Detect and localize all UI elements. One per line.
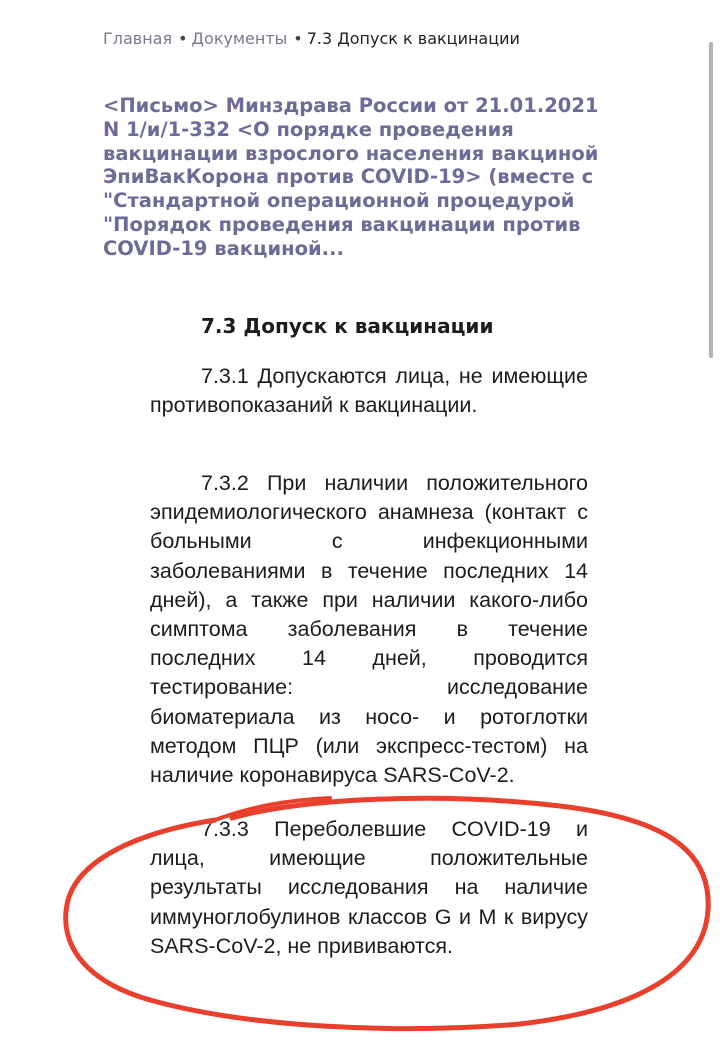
- breadcrumb: [103, 28, 663, 50]
- document-title-link[interactable]: <Письмо> Минздрава России от 21.01.2021 N 1/и/1-332 <О порядке проведения вакцинации взрослого населения вакциной ЭпиВакКорона против COVID-19> (вместе с "Стандартной операционной процедурой "Порядок проведения вакцинации против COVID-19 вакциной...: [103, 94, 599, 260]
- scrollbar-thumb[interactable]: [709, 42, 713, 358]
- paragraph-7-3-3: 7.3.3 Переболевшие COVID-19 и лица, имеющие положительные результаты исследования на наличие иммуноглобулинов классов G и M к вирусу SARS-CoV-2, не прививаются.: [150, 817, 588, 958]
- breadcrumb-documents-link[interactable]: Документы: [191, 29, 288, 48]
- breadcrumb-separator: •: [178, 29, 188, 48]
- breadcrumb-current: 7.3 Допуск к вакцинации: [306, 29, 520, 48]
- paragraph-7-3-2: 7.3.2 При наличии положительного эпидемиологического анамнеза (контакт с больными с инфекционными заболеваниями в течение последних 14 дней), а также при наличии какого-либо симптома заболевания в течение последних 14 дней, проводится тестирование: исследование биоматериала из носо- и ротоглотки методом ПЦР (или экспресс-тестом) на наличие коронавируса SARS-CoV-2.: [150, 471, 588, 788]
- paragraph-7-3-1: 7.3.1 Допускаются лица, не имеющие противопоказаний к вакцинации.: [150, 364, 588, 418]
- breadcrumb-home-link[interactable]: Главная: [103, 29, 173, 48]
- section-heading: 7.3 Допуск к вакцинации: [201, 314, 494, 338]
- breadcrumb-separator: •: [293, 29, 303, 48]
